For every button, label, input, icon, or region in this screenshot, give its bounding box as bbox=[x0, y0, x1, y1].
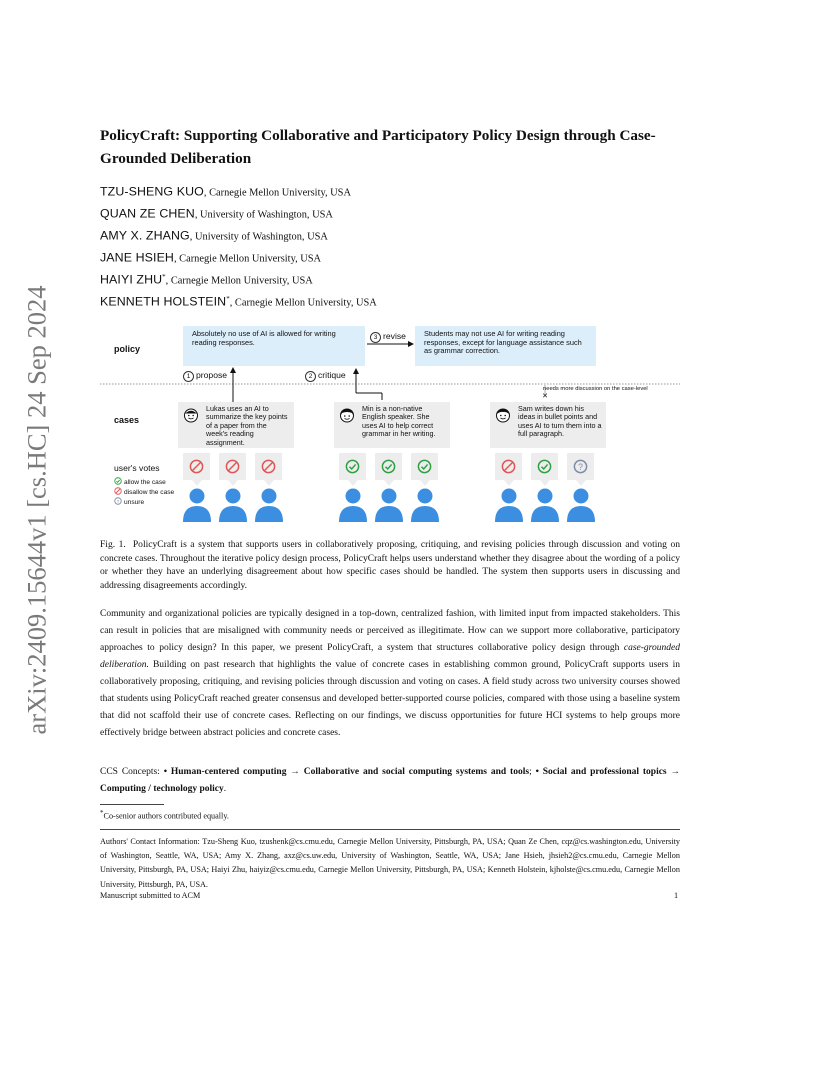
abstract-emphasis: case-grounded deliberation. bbox=[100, 643, 680, 670]
legend-allow bbox=[114, 477, 174, 487]
step-propose bbox=[183, 370, 227, 382]
author-affiliation: , Carnegie Mellon University, USA bbox=[173, 253, 322, 265]
abstract-text: Building on past research that highlights the value of concrete cases in establishing common ground, PolicyCraft supports users in collaboratively proposing, critiquing, and revising policies through discussion and voting on cases. A field study across two university courses showed that students using PolicyCraft reached greater consensus and developed better-supported course policies, compared with those using a baseline system that did not scaffold their use of concrete cases. Reflecting on our findings, we discuss opportunities for future HCI systems to help groups more effectively bridge between abstract policies and concrete cases. bbox=[100, 660, 680, 738]
abstract bbox=[100, 606, 680, 742]
user-icon bbox=[411, 488, 439, 522]
prohibited-icon bbox=[189, 459, 204, 474]
author-line bbox=[100, 180, 377, 202]
person-face-icon bbox=[495, 407, 511, 423]
case-card bbox=[178, 402, 294, 448]
svg-text:?: ? bbox=[116, 498, 120, 504]
legend-label: unsure bbox=[124, 499, 145, 506]
author-mark: * bbox=[162, 273, 166, 281]
caption-text: PolicyCraft is a system that supports users in collaboratively proposing, critiquing, and revising policies through discussion and voting on concrete cases. Throughout the iterative policy design process, PolicyCraft helps users understand whether they disagree about the wording of a policy or whether they have an underlying disagreement about how specific cases should be handled. The system then supports users in discussing and addressing disagreements accordingly. bbox=[100, 539, 680, 592]
case-text: Min is a non-native English speaker. She uses AI to help correct grammar in her writing. bbox=[362, 404, 436, 439]
author-affiliation: , Carnegie Mellon University, USA bbox=[203, 187, 351, 199]
ccs-label: CCS Concepts: bbox=[100, 767, 164, 777]
ccs-arrow: → bbox=[286, 767, 304, 777]
arxiv-identifier: arXiv:2409.15644v1 [cs.HC] 24 Sep 2024 bbox=[21, 285, 52, 735]
ccs-term: • Social and professional topics bbox=[535, 767, 667, 777]
prohibited-icon bbox=[225, 459, 240, 474]
author-name: TZU-SHENG KUO bbox=[100, 184, 204, 199]
person-face-icon bbox=[183, 407, 199, 423]
caption-label: Fig. 1. bbox=[100, 539, 126, 550]
figure-caption bbox=[100, 538, 680, 593]
author-affiliation: , Carnegie Mellon University, USA bbox=[229, 297, 377, 309]
paper-title: PolicyCraft: Supporting Collaborative and Participatory Policy Design through Case-Grounded Deliberation bbox=[100, 127, 656, 167]
ccs-end: . bbox=[223, 784, 227, 794]
question-icon bbox=[114, 497, 122, 505]
author-name: KENNETH HOLSTEIN bbox=[100, 294, 227, 309]
author-line bbox=[100, 268, 377, 290]
author-line bbox=[100, 224, 377, 246]
vote-disallow bbox=[219, 453, 246, 480]
footnote-mark: * bbox=[100, 809, 104, 817]
ccs-term: Collaborative and social computing systems and tools bbox=[303, 767, 530, 777]
ccs-concepts bbox=[100, 764, 680, 798]
author-line bbox=[100, 290, 377, 312]
ccs-term: Computing / technology policy bbox=[100, 784, 224, 794]
author-line bbox=[100, 202, 377, 224]
user-icon bbox=[183, 488, 211, 522]
case-text: Sam writes down his ideas in bullet points and uses AI to turn them into a full paragraph. bbox=[518, 404, 602, 439]
contact-rule bbox=[100, 829, 680, 830]
abstract-text: Community and organizational policies are typically designed in a top-down, centralized fashion, with limited input from impacted stakeholders. This can result in policies that are misaligned with community needs or perceived as illegitimate. How can we support more collaborative, participatory approaches to policy design? In this paper, we present PolicyCraft, a system that structures collaborative policy design through bbox=[100, 609, 680, 653]
legend-unsure bbox=[114, 497, 174, 507]
vote-disallow bbox=[255, 453, 282, 480]
policy-box-original: Absolutely no use of AI is allowed for writing reading responses. bbox=[183, 326, 365, 366]
contact-information: Authors' Contact Information: Tzu-Sheng Kuo, tzushenk@cs.cmu.edu, Carnegie Mellon University, Pittsburgh, PA, USA; Quan Ze Chen, cqz@cs.washington.edu, University of Washington, Seattle, WA, USA; Amy X. Zhang, axz@cs.uw.edu, University of Washington, Seattle, WA, USA; Jane Hsieh, jhsieh2@cs.cmu.edu, Carnegie Mellon University, Pittsburgh, PA, USA; Haiyi Zhu, haiyiz@cs.cmu.edu, Carnegie Mellon University, Pittsburgh, PA, USA; Kenneth Holstein, kjholste@cs.cmu.edu, Carnegie Mellon University, Pittsburgh, PA, USA. bbox=[100, 837, 680, 889]
step-critique bbox=[305, 370, 346, 382]
ccs-term: • Human-centered computing bbox=[163, 767, 287, 777]
figure-1 bbox=[100, 322, 680, 534]
user-icon bbox=[531, 488, 559, 522]
user-icon bbox=[339, 488, 367, 522]
vote-unsure bbox=[567, 453, 594, 480]
user-icon bbox=[495, 488, 523, 522]
vote-allow bbox=[375, 453, 402, 480]
author-name: JANE HSIEH bbox=[100, 250, 174, 265]
author-affiliation: , University of Washington, USA bbox=[194, 209, 333, 221]
user-icon bbox=[567, 488, 595, 522]
row-label-cases: cases bbox=[114, 415, 140, 425]
legend-label: disallow the case bbox=[124, 489, 175, 496]
svg-text:?: ? bbox=[578, 461, 583, 472]
step-label: critique bbox=[318, 370, 346, 380]
vote-allow bbox=[411, 453, 438, 480]
prohibited-icon bbox=[501, 459, 516, 474]
footnote-text: Co-senior authors contributed equally. bbox=[103, 811, 229, 821]
author-line bbox=[100, 246, 377, 268]
step-revise bbox=[370, 331, 406, 343]
vote-disallow bbox=[183, 453, 210, 480]
author-affiliation: , University of Washington, USA bbox=[189, 231, 328, 243]
footnote-rule bbox=[100, 804, 164, 805]
step-label: revise bbox=[383, 331, 406, 341]
case-card bbox=[334, 402, 450, 448]
user-icon bbox=[219, 488, 247, 522]
needs-discussion-note: needs more discussion on the case-level bbox=[543, 386, 648, 392]
author-affiliation: , Carnegie Mellon University, USA bbox=[165, 275, 313, 287]
vote-allow bbox=[531, 453, 558, 480]
check-icon bbox=[537, 459, 552, 474]
author-mark: * bbox=[226, 295, 230, 303]
author-name: QUAN ZE CHEN bbox=[100, 206, 195, 221]
check-icon bbox=[345, 459, 360, 474]
vote-disallow bbox=[495, 453, 522, 480]
legend-label: allow the case bbox=[124, 479, 166, 486]
person-face-icon bbox=[339, 407, 355, 423]
author-name: AMY X. ZHANG bbox=[100, 228, 190, 243]
question-icon bbox=[573, 459, 588, 474]
svg-text:✕: ✕ bbox=[542, 393, 548, 400]
page-number: 1 bbox=[674, 891, 679, 900]
check-icon bbox=[114, 477, 122, 485]
ccs-arrow: → bbox=[666, 767, 681, 777]
prohibited-icon bbox=[261, 459, 276, 474]
policy-box-revised: Students may not use AI for writing reading responses, except for language assistance such as grammar correction. bbox=[415, 326, 596, 366]
step-number: 2 bbox=[305, 371, 316, 382]
step-label: propose bbox=[196, 370, 228, 380]
step-number: 1 bbox=[183, 371, 194, 382]
user-icon bbox=[375, 488, 403, 522]
author-name: HAIYI ZHU bbox=[100, 272, 163, 287]
check-icon bbox=[381, 459, 396, 474]
legend-disallow bbox=[114, 487, 174, 497]
ccs-separator: ; bbox=[529, 767, 536, 777]
vote-legend bbox=[114, 477, 174, 507]
vote-allow bbox=[339, 453, 366, 480]
prohibited-icon bbox=[114, 487, 122, 495]
footnote bbox=[100, 809, 229, 821]
case-text: Lukas uses an AI to summarize the key points of a paper from the week's reading assignment. bbox=[206, 404, 288, 447]
author-list bbox=[100, 180, 377, 312]
step-number: 3 bbox=[370, 332, 381, 343]
user-icon bbox=[255, 488, 283, 522]
row-label-policy: policy bbox=[114, 344, 141, 354]
row-label-votes: user's votes bbox=[114, 463, 160, 473]
check-icon bbox=[417, 459, 432, 474]
case-card bbox=[490, 402, 606, 448]
manuscript-note: Manuscript submitted to ACM bbox=[100, 891, 201, 900]
